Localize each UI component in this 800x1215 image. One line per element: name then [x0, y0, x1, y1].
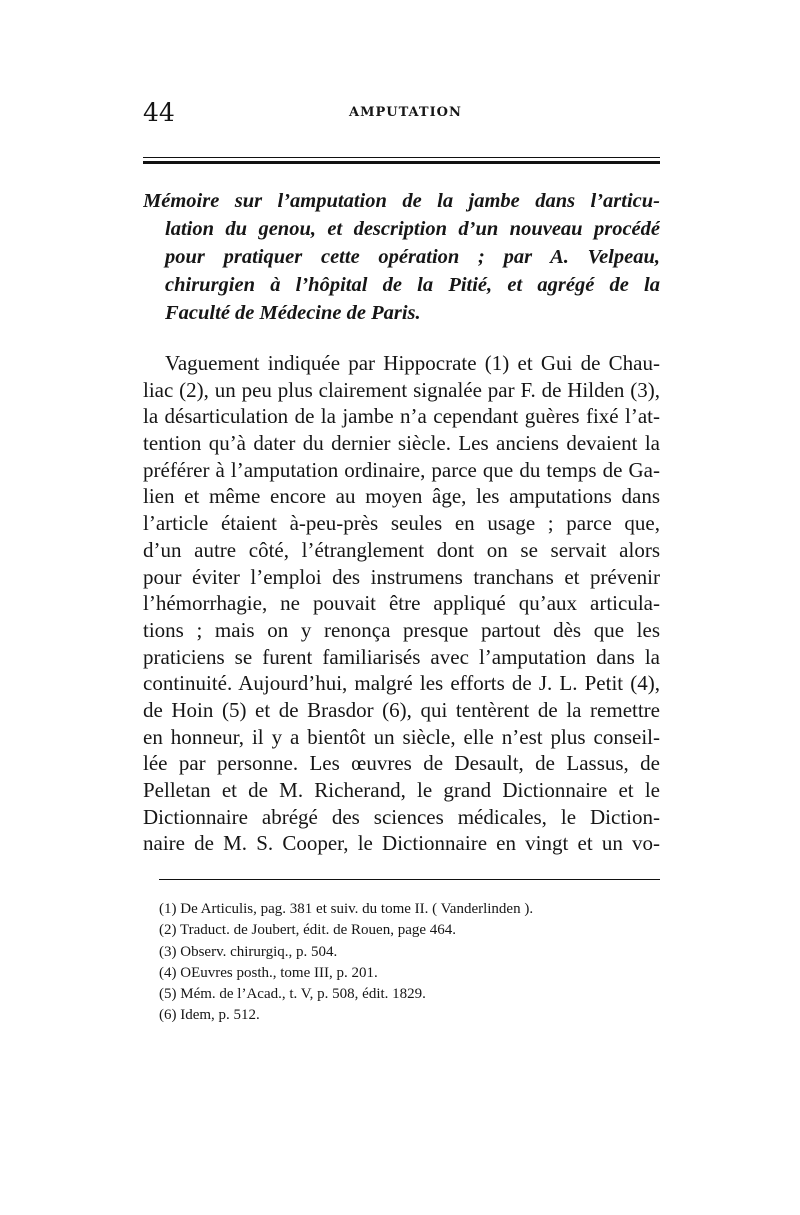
article-title [143, 187, 660, 327]
header-rule-thin [143, 157, 660, 158]
body-line: de Hoin (5) et de Brasdor (6), qui tentèrent de la remettre [143, 697, 660, 722]
title-line: pour pratiquer cette opération ; par A. Velpeau, [165, 246, 660, 268]
body-line: Pelletan et de M. Richerand, le grand Dictionnaire et le [143, 778, 660, 802]
body-line: lien et même encore au moyen âge, les amputations dans [143, 484, 660, 509]
body-line: d’un autre côté, l’étranglement dont on se servait alors [143, 537, 660, 562]
footnote: (6) Idem, p. 512. [159, 1007, 260, 1024]
page-header [143, 98, 660, 128]
page-number: 44 [143, 98, 175, 127]
body-line: naire de M. S. Cooper, le Dictionnaire en vingt et un vo- [143, 831, 660, 856]
body-line: pour éviter l’emploi des instrumens tranchans et prévenir [143, 564, 660, 589]
header-rule-thick [143, 161, 660, 164]
body-line: lée par personne. Les œuvres de Desault, de Lassus, de [143, 751, 660, 776]
body-line: continuité. Aujourd’hui, malgré les efforts de J. L. Petit (4), [143, 671, 660, 696]
body-paragraph [143, 350, 660, 857]
running-head: AMPUTATION [349, 105, 462, 120]
body-line: praticiens se furent familiarisés avec l’amputation dans la [143, 644, 660, 669]
body-line: la désarticulation de la jambe n’a cependant guères fixé l’at- [143, 404, 660, 429]
body-line: tions ; mais on y renonça presque partout dès que les [143, 617, 660, 642]
footnote: (4) OEuvres posth., tome III, p. 201. [159, 964, 378, 981]
title-line: Mémoire sur l’amputation de la jambe dans l’articu- [143, 190, 660, 212]
body-line: l’article étaient à-peu-près seules en usage ; parce que, [143, 511, 660, 536]
body-line: en honneur, il y a bientôt un siècle, elle n’est plus conseil- [143, 724, 660, 749]
footnote: (3) Observ. chirurgiq., p. 504. [159, 943, 338, 960]
body-line: préférer à l’amputation ordinaire, parce que du temps de Ga- [143, 457, 660, 482]
body-line: l’hémorrhagie, ne pouvait être appliqué qu’aux articula- [143, 591, 660, 616]
header-double-rule [143, 157, 660, 165]
body-line: Vaguement indiquée par Hippocrate (1) et Gui de Chau- [165, 351, 660, 375]
footnotes [159, 899, 660, 1027]
footnote: (1) De Articulis, pag. 381 et suiv. du tome II. ( Vanderlinden ). [159, 901, 534, 917]
footnote: (5) Mém. de l’Acad., t. V, p. 508, édit. 1829. [159, 986, 426, 1003]
footnote-rule [159, 879, 660, 880]
title-line: chirurgien à l’hôpital de la Pitié, et agrégé de la [165, 274, 660, 296]
title-line: lation du genou, et description d’un nouveau procédé [165, 218, 660, 240]
footnote: (2) Traduct. de Joubert, édit. de Rouen, page 464. [159, 922, 457, 939]
body-line: liac (2), un peu plus clairement signalée par F. de Hilden (3), [143, 377, 660, 402]
title-line: Faculté de Médecine de Paris. [165, 302, 421, 324]
body-line: tention qu’à dater du dernier siècle. Les anciens devaient la [143, 431, 660, 456]
body-line: Dictionnaire abrégé des sciences médicales, le Diction- [143, 804, 660, 829]
